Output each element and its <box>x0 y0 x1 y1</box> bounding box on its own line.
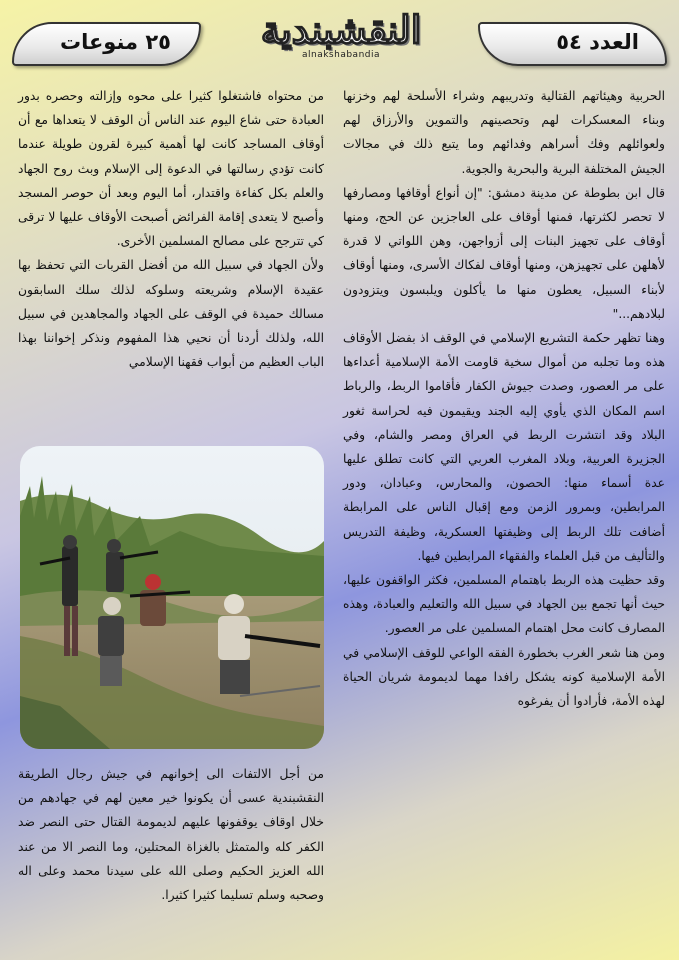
issue-number-label: العدد ٥٤ <box>556 30 639 54</box>
article-paragraph: ومن هنا شعر الغرب بخطورة الفقه الواعي للوقف الإسلامي في الأمة الإسلامية كونه يشكل رافدا مهما لديمومة شريان الحياة لهذه الأمة، فأرادوا أن يفرغوه <box>343 645 665 709</box>
article-photo <box>20 446 324 749</box>
logo-title: النقشبندية <box>260 7 422 52</box>
magazine-logo <box>243 6 439 76</box>
issue-banner <box>478 22 667 66</box>
page-number-section-label: ٢٥ منوعات <box>59 30 171 54</box>
page-header <box>0 0 679 80</box>
article-column-left-top <box>18 84 324 374</box>
article-paragraph: قال ابن بطوطة عن مدينة دمشق: "إن أنواع أوقافها ومصارفها لا تحصر لكثرتها، فمنها أوقاف على العاجزين عن الحج، ومنها أوقاف على تجهيز البنات إلى أزواجهن، وهن اللواتي لا قدرة لأهلهن على تجهيزهن، ومنها أوقاف لفكاك الأسرى، ومنها أوقاف لأبناء السبيل، يعطون منها ما يأكلون ويلبسون ويتزودون لبلادهم..." <box>343 185 665 321</box>
article-paragraph: الحربية وهيئاتهم القتالية وتدريبهم وشراء الأسلحة لهم وخزنها وبناء المعسكرات لهم وتحصينهم والتموين والأرزاق لهم ولعوائلهم وفك أسراهم وفدائهم وما يتبع ذلك في مجالات الجيش المختلفة البرية والبحرية والجوية. <box>343 89 665 176</box>
article-paragraph: وهنا تظهر حكمة التشريع الإسلامي في الوقف اذ بفضل الأوقاف هذه وما تجلبه من أموال سخية قاومت الأمة الإسلامية أعداءها على مر العصور، وصدت جيوش الكفار فأقاموا الربط، والرباط اسم المكان الذي يأوي إليه الجند ويقيمون فيه لحراسة ثغور البلاد وقد انتشرت الربط في العراق ومصر والشام، وفي الجزيرة العربية، وبلاد المغرب العربي التي كانت تطلق عليها عدة أسماء منها: الحصون، والمحارس، وعبادان، ودور المرابطين، وبمرور الزمن ومع إقبال الناس على المرابطة أضافت تلك الربط إلى وظيفتها العسكرية، وظيفة التدريس والتأليف من قبل العلماء والفقهاء المرابطين فيها. <box>343 331 665 563</box>
logo-url: alnakshabandia <box>301 50 380 60</box>
page-banner <box>12 22 201 66</box>
article-paragraph: وقد حظيت هذه الربط باهتمام المسلمين، فكثر الواقفون عليها، حيث أنها تجمع بين الجهاد في سبيل الله والتعليم والعبادة، وهذه المصارف كانت محل اهتمام المسلمين على مر العصور. <box>343 573 665 636</box>
article-column-left-bottom <box>18 762 324 907</box>
article-paragraph: من أجل الالتفات الى إخوانهم في جيش رجال الطريقة النقشبندية عسى أن يكونوا خير معين لهم في جهادهم من خلال اوقاف يوقفونها عليهم لديمومة القتال حتى النصر ضد الكفر كله والمتمثل بالغزاة المحتلين، وما النصر الا من عند الله العزيز الحكيم وصلى الله على سيدنا محمد وعلى اله وصحبه وسلم تسليما كثيرا كثيرا. <box>18 767 324 903</box>
article-column-right <box>343 84 665 713</box>
article-paragraph: من محتواه فاشتغلوا كثيرا على محوه وإزالته وحصره بدور العبادة حتى شاع اليوم عند الناس أن الوقف لا يتعداها مع أن أوقاف المساجد كانت لها أهمية كبيرة لقرون طويلة عندما كانت تؤدي رسالتها في الدعوة إلى الإسلام وبث روح الجهاد والعلم بكل كفاءة واقتدار، أما اليوم وبعد أن حوصر المسجد وأصبح لا يتعدى إقامة الفرائض أصبحت الأوقاف عليها لا ترقى كي تترجح على مصالح المسلمين الأخرى. <box>18 89 324 249</box>
article-paragraph: ولأن الجهاد في سبيل الله من أفضل القربات التي تحفظ بها عقيدة الإسلام وشريعته وسلوكه لذلك سلك السابقون مسالك حميدة في الوقف على الجهاد والمجاهدين في سبيل الله، ولذلك أردنا أن نحيي هذا المفهوم ونذكر إخواننا بهذا الباب العظيم من أبواب فقهنا الإسلامي <box>18 258 324 370</box>
